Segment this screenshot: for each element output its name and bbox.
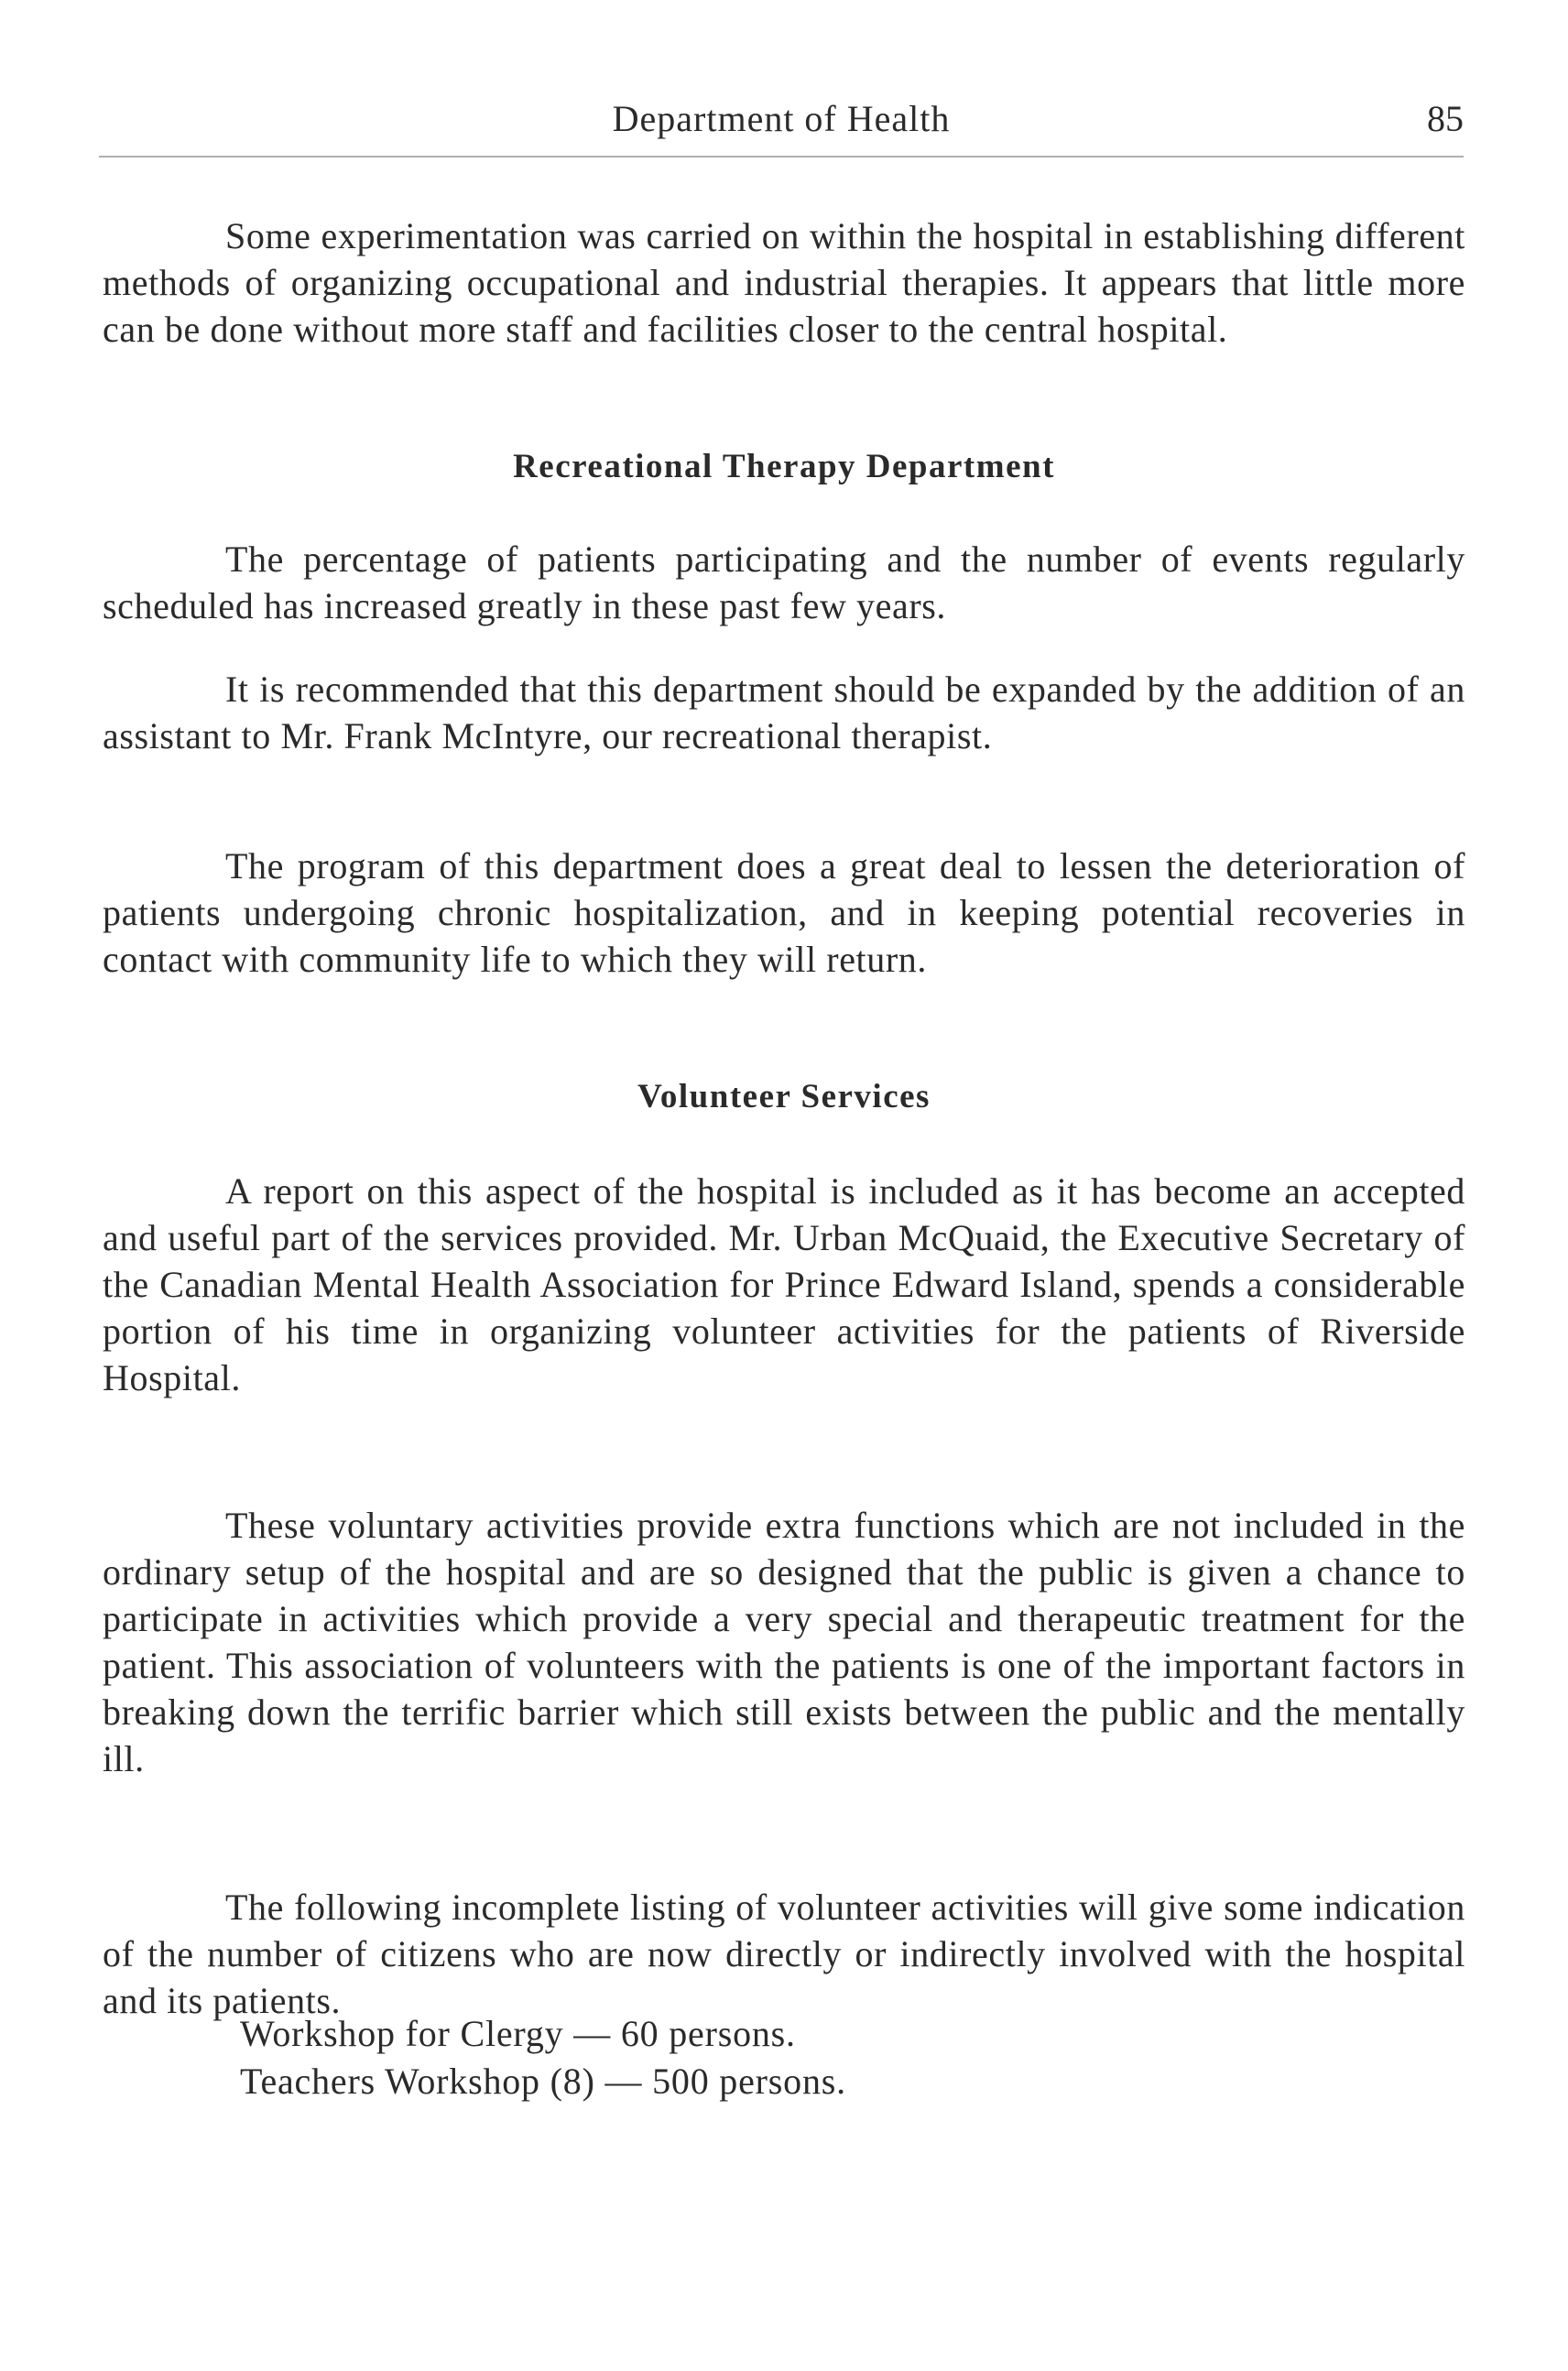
paragraph-volunteer-report: A report on this aspect of the hospital is included as it has become an accepted and useful part of the services provided. Mr. Urban McQuaid, the Executive Secretary of the Canadian Mental Health Association for Prince Edward Island, spends a considerable portion of his time in organizing volunteer activities for the patients of Riverside Hospital.	[103, 1170, 1465, 1398]
paragraph-program: The program of this department does a great deal to lessen the deterioration of patients undergoing chronic hospitalization, and in keeping potential recoveries in contact with community life to which they will return.	[103, 845, 1465, 980]
heading-volunteer-services: Volunteer Services	[637, 1078, 931, 1115]
paragraph-participation: The percentage of patients participating and the number of events regularly scheduled has increased greatly in these past few years.	[103, 538, 1465, 626]
list-item: Teachers Workshop (8) — 500 persons.	[240, 2061, 846, 2102]
running-title: Department of Health	[612, 98, 951, 139]
paragraph-therapies: Some experimentation was carried on within the hospital in establishing different methods of organizing occupational and industrial therapies. It appears that little more can be done without more staff and facilities closer to the central hospital.	[103, 215, 1465, 350]
heading-recreational-therapy: Recreational Therapy Department	[513, 448, 1055, 485]
paragraph-recommendation: It is recommended that this department should be expanded by the addition of an assistant to Mr. Frank McIntyre, our recreational therapist.	[103, 669, 1465, 756]
page-number: 85	[1427, 98, 1464, 139]
paragraph-listing-intro: The following incomplete listing of volunteer activities will give some indication of the number of citizens who are now directly or indirectly involved with the hospital and its patients.	[103, 1887, 1465, 2021]
paragraph-voluntary-activities: These voluntary activities provide extra functions which are not included in the ordinary setup of the hospital and are so designed that the public is given a chance to participate in activities which provide a very special and therapeutic treatment for the patient. This association of volunteers with the patients is one of the important factors in breaking down the terrific barrier which still exists between the public and the mentally ill.	[103, 1505, 1465, 1779]
page-header	[99, 92, 1464, 158]
volunteer-activity-list	[240, 2010, 846, 2105]
list-item: Workshop for Clergy — 60 persons.	[240, 2013, 796, 2054]
